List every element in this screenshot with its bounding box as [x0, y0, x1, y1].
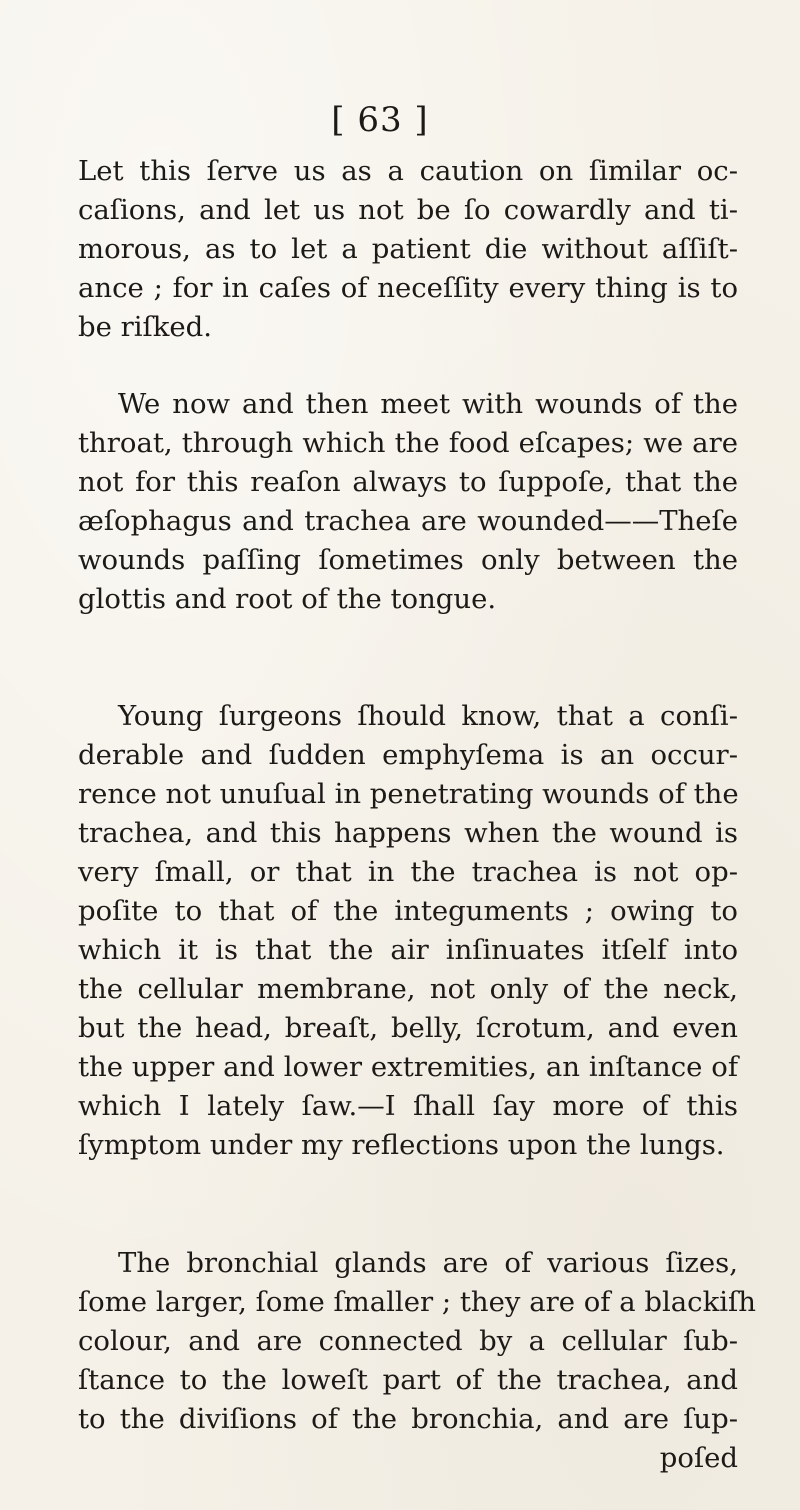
page-number: [ 63 ] [331, 100, 429, 140]
text-line: not for this reaſon always to ſuppoſe, that the [78, 466, 738, 498]
text-line: caſions, and let us not be ſo cowardly and ti- [78, 194, 738, 226]
text-line: the cellular membrane, not only of the neck, [78, 973, 738, 1005]
paragraph-emphysema [78, 697, 738, 1165]
text-line: be riſked. [78, 311, 213, 343]
text-line: which it is that the air inſinuates itſelf into [78, 934, 738, 966]
text-line: morous, as to let a patient die without aſſiſt- [78, 233, 738, 265]
text-line: glottis and root of the tongue. [78, 583, 497, 615]
text-line: poſite to that of the integuments ; owing to [78, 895, 738, 927]
catchword: poſed [659, 1442, 738, 1474]
text-line: colour, and are connected by a cellular ſub- [78, 1325, 738, 1357]
text-line: ance ; for in caſes of neceſſity every thing is to [78, 272, 738, 304]
text-line: The bronchial glands are of various ſizes, [118, 1247, 738, 1279]
text-line: æſophagus and trachea are wounded——Theſe [78, 505, 738, 537]
text-line: throat, through which the food eſcapes; we are [78, 427, 738, 459]
text-line: to the diviſions of the bronchia, and are ſup- [78, 1403, 738, 1435]
text-line: ſtance to the loweſt part of the trachea, and [78, 1364, 738, 1396]
text-line: derable and ſudden emphyſema is an occur- [78, 739, 738, 771]
text-line: ſome larger, ſome ſmaller ; they are of a blackiſh [78, 1286, 756, 1318]
text-line: Let this ſerve us as a caution on ſimilar oc- [78, 155, 738, 187]
text-line: trachea, and this happens when the wound is [78, 817, 738, 849]
text-line: very ſmall, or that in the trachea is not op- [78, 856, 738, 888]
text-line: wounds paſſing ſometimes only between the [78, 544, 738, 576]
text-line: We now and then meet with wounds of the [118, 388, 738, 420]
text-line: rence not unuſual in penetrating wounds of the [78, 778, 739, 810]
text-line: but the head, breaſt, belly, ſcrotum, and even [78, 1012, 738, 1044]
text-line: ſymptom under my reflections upon the lungs. [78, 1129, 725, 1161]
text-line: which I lately ſaw.—I ſhall ſay more of this [78, 1090, 738, 1122]
paragraph-caution [78, 152, 738, 347]
paragraph-throat-wounds [78, 385, 738, 619]
text-line: Young ſurgeons ſhould know, that a conſi- [118, 700, 738, 732]
paragraph-bronchial-glands [78, 1244, 756, 1478]
text-line: the upper and lower extremities, an inſtance of [78, 1051, 738, 1083]
